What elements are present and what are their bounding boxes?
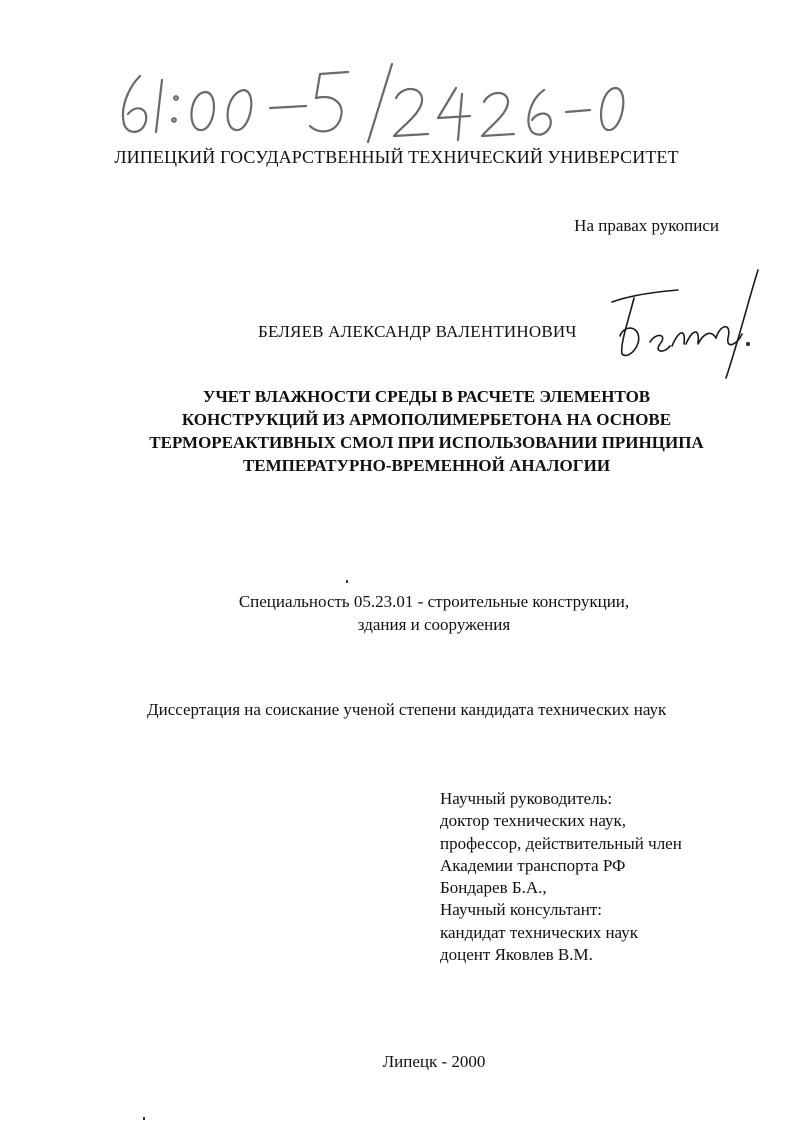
- scan-speck: [346, 580, 348, 583]
- signature-svg: [598, 262, 778, 382]
- title-line: ТЕМПЕРАТУРНО-ВРЕМЕННОЙ АНАЛОГИИ: [242, 456, 611, 475]
- dissertation-degree-statement: Диссертация на соискание ученой степени кандидата технических наук: [147, 700, 667, 719]
- title-line: ТЕРМОРЕАКТИВНЫХ СМОЛ ПРИ ИСПОЛЬЗОВАНИИ ПРИНЦИПА: [149, 433, 704, 452]
- advisors-block: [440, 788, 682, 966]
- advisor-line: доцент Яковлев В.М.: [440, 945, 593, 965]
- dissertation-title: [60, 385, 793, 477]
- advisor-line: Бондарев Б.А.,: [440, 878, 547, 898]
- author-signature: [598, 262, 778, 382]
- specialty-line: здания и сооружения: [357, 615, 511, 634]
- scan-speck: [143, 1117, 145, 1120]
- title-line: КОНСТРУКЦИЙ ИЗ АРМОПОЛИМЕРБЕТОНА НА ОСНОВЕ: [181, 410, 672, 429]
- place-and-year: Липецк - 2000: [382, 1052, 486, 1071]
- advisor-line: Научный руководитель:: [440, 789, 613, 808]
- advisor-line: доктор технических наук,: [440, 811, 627, 831]
- advisor-line: Научный консультант:: [440, 900, 602, 920]
- archive-code-svg: [110, 58, 640, 148]
- specialty-line: Специальность 05.23.01 - строительные конструкции,: [238, 592, 630, 611]
- title-line: УЧЕТ ВЛАЖНОСТИ СРЕДЫ В РАСЧЕТЕ ЭЛЕМЕНТОВ: [202, 387, 651, 406]
- advisor-line: Академии транспорта РФ: [440, 855, 626, 875]
- specialty: [0, 590, 793, 636]
- advisor-line: профессор, действительный член: [440, 833, 682, 853]
- university-name: ЛИПЕЦКИЙ ГОСУДАРСТВЕННЫЙ ТЕХНИЧЕСКИЙ УНИВЕРСИТЕТ: [114, 147, 679, 167]
- advisor-line: кандидат технических наук: [440, 922, 638, 942]
- archive-code-handwriting: [110, 58, 640, 148]
- author-name: БЕЛЯЕВ АЛЕКСАНДР ВАЛЕНТИНОВИЧ: [258, 322, 577, 341]
- manuscript-rights-note: На правах рукописи: [574, 216, 719, 235]
